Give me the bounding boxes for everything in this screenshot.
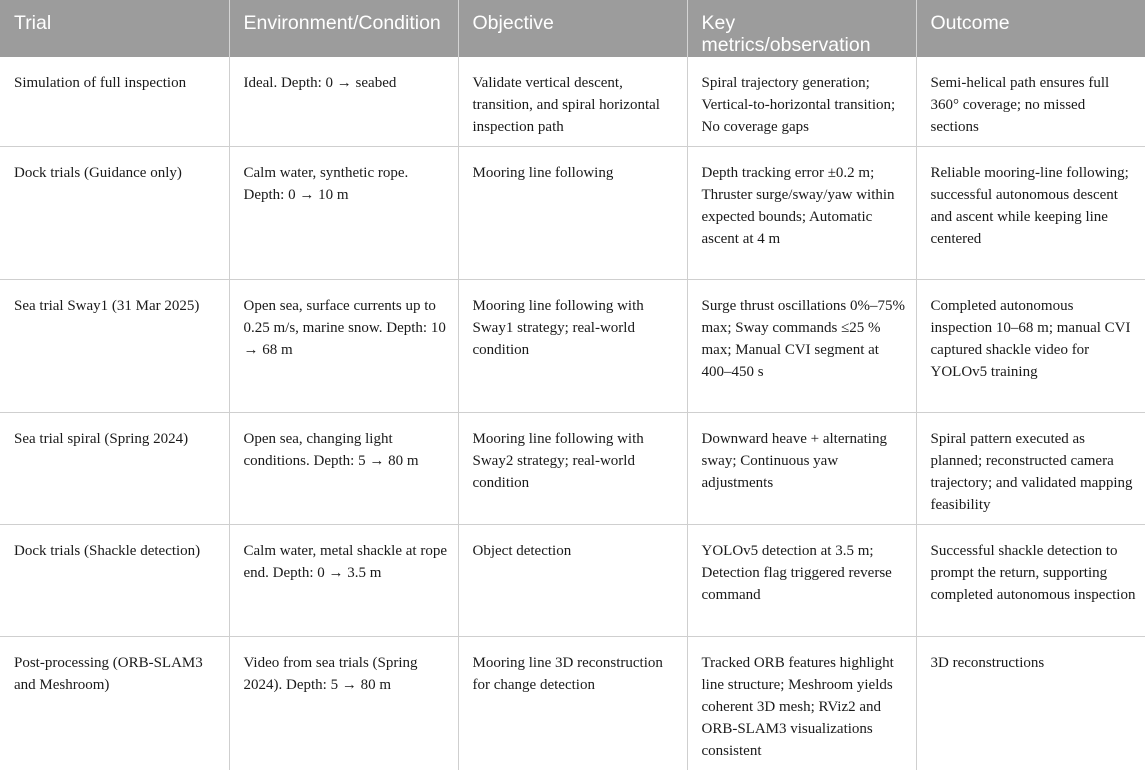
cell-metrics: Downward heave + alternating sway; Continuous yaw adjustments [687,413,916,525]
cell-environment: Calm water, metal shackle at rope end. Depth: 0 → 3.5 m [229,525,458,637]
cell-environment: Ideal. Depth: 0 → seabed [229,57,458,147]
cell-outcome: 3D reconstructions [930,655,1045,671]
cell-metrics: Surge thrust oscillations 0%–75% max; Sway commands ≤25 % max; Manual CVI segment at 400–450 s [687,280,916,413]
table-row [0,525,1145,637]
cell-trial: Sea trial Sway1 (31 Mar 2025) [0,280,229,413]
cell-trial: Simulation of full inspection [0,57,229,147]
cell-metrics: YOLOv5 detection at 3.5 m; Detection flag triggered reverse command [687,525,916,637]
cell-objective: Validate vertical descent, transition, and spiral horizontal inspection path [458,57,687,147]
header-metrics: Key metrics/observation [687,0,916,57]
cell-outcome: Semi-helical path ensures full 360° coverage; no missed sections [916,57,1145,147]
cell-metrics: Spiral trajectory generation; Vertical-to-horizontal transition; No coverage gaps [687,57,916,147]
cell-outcome: Successful shackle detection to prompt the return, supporting completed autonomous inspection [916,525,1145,637]
cell-outcome: Completed autonomous inspection 10–68 m; manual CVI captured shackle video for YOLOv5 training [916,280,1145,413]
header-outcome: Outcome [916,0,1145,57]
header-objective: Objective [458,0,687,57]
cell-objective: Mooring line 3D reconstruction for change detection [458,637,687,771]
cell-environment: Open sea, changing light conditions. Depth: 5 → 80 m [229,413,458,525]
cell-trial: Post-processing (ORB-SLAM3 and Meshroom) [0,637,229,771]
cell-objective: Mooring line following [458,147,687,280]
cell-metrics: Depth tracking error ±0.2 m; Thruster surge/sway/yaw within expected bounds; Automatic ascent at 4 m [687,147,916,280]
cell-environment: Calm water, synthetic rope. Depth: 0 → 10 m [229,147,458,280]
cell-outcome: Spiral pattern executed as planned; reconstructed camera trajectory; and validated mapping feasibility [916,413,1145,525]
cell-metrics: Tracked ORB features highlight line structure; Meshroom yields coherent 3D mesh; RViz2 and ORB-SLAM3 visualizations consistent [687,637,916,771]
cell-outcome: Reliable mooring-line following; successful autonomous descent and ascent while keeping line centered [916,147,1145,280]
header-environment: Environment/Condition [229,0,458,57]
cell-objective: Mooring line following with Sway1 strategy; real-world condition [458,280,687,413]
cell-trial: Dock trials (Shackle detection) [0,525,229,637]
table-row [0,57,1145,147]
header-row [0,0,1145,57]
table-row [0,280,1145,413]
table-row [0,637,1145,771]
table-row [0,147,1145,280]
cell-trial: Sea trial spiral (Spring 2024) [0,413,229,525]
cell-objective: Mooring line following with Sway2 strategy; real-world condition [458,413,687,525]
cell-objective: Object detection [458,525,687,637]
cell-trial: Dock trials (Guidance only) [0,147,229,280]
cell-environment: Open sea, surface currents up to 0.25 m/s, marine snow. Depth: 10 → 68 m [229,280,458,413]
table-row [0,413,1145,525]
cell-environment: Video from sea trials (Spring 2024). Depth: 5 → 80 m [229,637,458,771]
header-trial: Trial [0,0,229,57]
